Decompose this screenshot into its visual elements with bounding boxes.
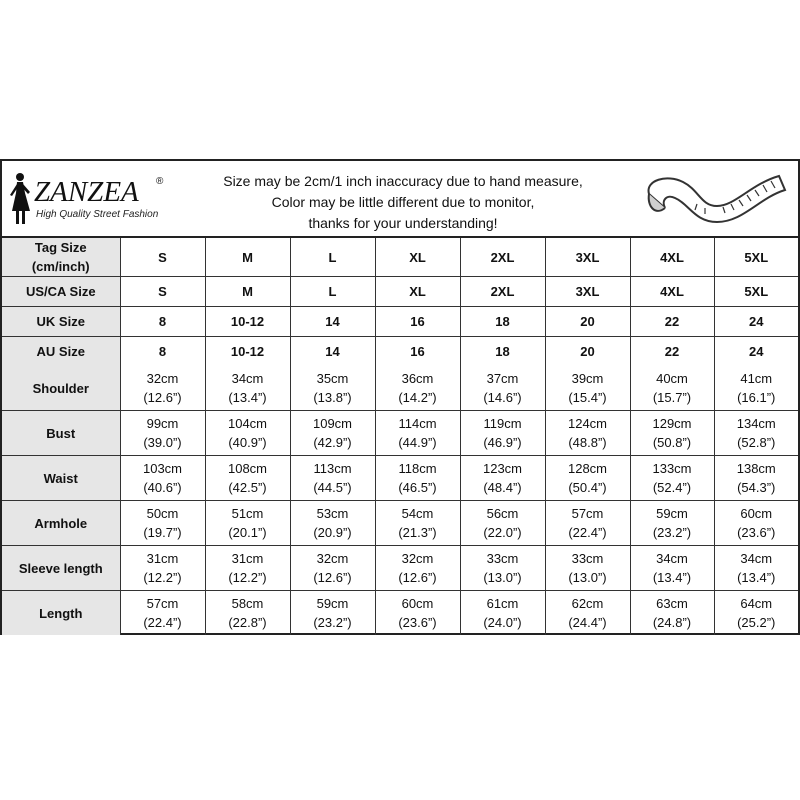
- inch-value: (12.6”): [313, 570, 352, 585]
- size-header-xl: XL: [375, 238, 460, 277]
- cm-value: 57cm: [571, 506, 604, 521]
- table-row-uk-size: [2, 307, 798, 337]
- inch-value: (20.9”): [313, 525, 352, 540]
- inch-value: (13.0”): [568, 570, 607, 585]
- table-cell: 10-12: [205, 307, 290, 337]
- inch-value: (52.4”): [652, 480, 692, 495]
- table-cell: [460, 456, 545, 501]
- table-cell: [545, 366, 630, 411]
- cm-value: 56cm: [486, 506, 519, 521]
- row-label-us-ca-size: US/CA Size: [2, 277, 120, 307]
- inch-value: (39.0”): [143, 435, 182, 450]
- notice-line-3: thanks for your understanding!: [308, 215, 498, 231]
- cm-value: 61cm: [486, 596, 519, 611]
- cm-value: 31cm: [146, 551, 179, 566]
- table-cell: 20: [545, 307, 630, 337]
- table-cell: [205, 456, 290, 501]
- table-cell: [290, 501, 375, 546]
- table-cell: [545, 501, 630, 546]
- brand-tagline: High Quality Street Fashion: [36, 209, 159, 220]
- cm-value: 34cm: [231, 371, 264, 386]
- size-header-s: S: [120, 238, 205, 277]
- table-cell: [545, 591, 630, 636]
- table-row-au-size: [2, 337, 798, 367]
- table-row-measurement: [2, 456, 798, 501]
- woman-silhouette-icon: [8, 171, 34, 227]
- inch-value: (12.6”): [398, 570, 437, 585]
- table-cell: [630, 546, 714, 591]
- inch-value: (50.8”): [652, 435, 692, 450]
- inch-value: (23.2”): [313, 615, 352, 630]
- inch-value: (20.1”): [228, 525, 267, 540]
- table-cell: [290, 591, 375, 636]
- table-row-tag-size: [2, 238, 798, 277]
- inch-value: (23.6”): [737, 525, 776, 540]
- table-cell: [205, 411, 290, 456]
- table-cell: [714, 366, 798, 411]
- cm-value: 133cm: [652, 461, 692, 476]
- inch-value: (22.4”): [143, 615, 182, 630]
- table-cell: 14: [290, 337, 375, 367]
- table-cell: [375, 591, 460, 636]
- table-cell: 2XL: [460, 277, 545, 307]
- inch-value: (13.8”): [313, 390, 352, 405]
- size-header-4xl: 4XL: [630, 238, 714, 277]
- measurement-rows: [2, 366, 798, 635]
- table-cell: 8: [120, 337, 205, 367]
- registered-mark: ®: [156, 176, 164, 187]
- table-cell: 20: [545, 337, 630, 367]
- inch-value: (40.9”): [228, 435, 267, 450]
- cm-value: 62cm: [571, 596, 604, 611]
- cm-value: 35cm: [316, 371, 349, 386]
- inch-value: (13.4”): [228, 390, 267, 405]
- table-cell: 8: [120, 307, 205, 337]
- table-row-measurement: [2, 366, 798, 411]
- table-cell: [545, 411, 630, 456]
- cm-value: 59cm: [656, 506, 688, 521]
- cm-value: 118cm: [398, 461, 437, 476]
- cm-value: 113cm: [313, 461, 352, 476]
- inch-value: (19.7”): [143, 525, 182, 540]
- cm-value: 54cm: [401, 506, 434, 521]
- cm-value: 31cm: [231, 551, 264, 566]
- tag-size-unit-label: (cm/inch): [31, 259, 90, 274]
- cm-value: 58cm: [231, 596, 264, 611]
- size-header-5xl: 5XL: [714, 238, 798, 277]
- cm-value: 51cm: [231, 506, 264, 521]
- table-cell: 18: [460, 337, 545, 367]
- table-cell: 10-12: [205, 337, 290, 367]
- cm-value: 33cm: [571, 551, 604, 566]
- inch-value: (25.2”): [737, 615, 776, 630]
- table-cell: [375, 456, 460, 501]
- table-cell: [545, 546, 630, 591]
- table-cell: [630, 591, 714, 636]
- cm-value: 64cm: [740, 596, 773, 611]
- cm-value: 104cm: [227, 416, 268, 431]
- table-cell: [290, 456, 375, 501]
- table-cell: [630, 366, 714, 411]
- inch-value: (40.6”): [143, 480, 182, 495]
- table-cell: 14: [290, 307, 375, 337]
- table-row-measurement: [2, 501, 798, 546]
- cm-value: 108cm: [227, 461, 268, 476]
- cm-value: 40cm: [656, 371, 688, 386]
- table-cell: [120, 411, 205, 456]
- cm-value: 50cm: [146, 506, 179, 521]
- inch-value: (14.6”): [483, 390, 522, 405]
- table-cell: [714, 501, 798, 546]
- cm-value: 34cm: [740, 551, 773, 566]
- row-label-tag-size: [2, 238, 120, 277]
- cm-value: 119cm: [483, 416, 522, 431]
- size-header-2xl: 2XL: [460, 238, 545, 277]
- inch-value: (22.0”): [483, 525, 522, 540]
- table-cell: 3XL: [545, 277, 630, 307]
- table-cell: M: [205, 277, 290, 307]
- inch-value: (12.2”): [143, 570, 182, 585]
- table-cell: L: [290, 277, 375, 307]
- table-cell: [714, 591, 798, 636]
- row-label-measurement: Bust: [2, 411, 120, 456]
- table-cell: [290, 411, 375, 456]
- table-cell: XL: [375, 277, 460, 307]
- table-cell: [205, 366, 290, 411]
- size-header-l: L: [290, 238, 375, 277]
- inch-value: (15.4”): [568, 390, 607, 405]
- table-cell: [120, 501, 205, 546]
- table-cell: [205, 501, 290, 546]
- notice-line-2: Color may be little different due to monitor,: [271, 194, 535, 210]
- table-cell: 5XL: [714, 277, 798, 307]
- measurement-notice: [188, 171, 618, 234]
- row-label-au-size: AU Size: [2, 337, 120, 367]
- cm-value: 32cm: [316, 551, 349, 566]
- table-cell: [630, 501, 714, 546]
- inch-value: (42.5”): [228, 480, 267, 495]
- table-cell: 16: [375, 307, 460, 337]
- inch-value: (46.9”): [483, 435, 522, 450]
- table-row-measurement: [2, 411, 798, 456]
- size-header-3xl: 3XL: [545, 238, 630, 277]
- inch-value: (13.4”): [737, 570, 776, 585]
- table-cell: 22: [630, 307, 714, 337]
- table-cell: [460, 411, 545, 456]
- inch-value: (50.4”): [568, 480, 607, 495]
- table-cell: 22: [630, 337, 714, 367]
- table-cell: 16: [375, 337, 460, 367]
- table-cell: [120, 546, 205, 591]
- table-row-measurement: [2, 591, 798, 636]
- cm-value: 33cm: [486, 551, 519, 566]
- cm-value: 114cm: [398, 416, 437, 431]
- cm-value: 60cm: [740, 506, 773, 521]
- inch-value: (48.8”): [568, 435, 607, 450]
- cm-value: 60cm: [401, 596, 434, 611]
- table-cell: [545, 456, 630, 501]
- cm-value: 41cm: [740, 371, 773, 386]
- table-cell: [460, 501, 545, 546]
- cm-value: 59cm: [316, 596, 349, 611]
- table-cell: [290, 366, 375, 411]
- inch-value: (52.8”): [737, 435, 776, 450]
- table-cell: [714, 411, 798, 456]
- inch-value: (24.4”): [568, 615, 607, 630]
- table-cell: [460, 591, 545, 636]
- row-label-measurement: Armhole: [2, 501, 120, 546]
- table-cell: [714, 456, 798, 501]
- row-label-measurement: Sleeve length: [2, 546, 120, 591]
- cm-value: 32cm: [146, 371, 179, 386]
- table-cell: [460, 546, 545, 591]
- inch-value: (23.6”): [398, 615, 437, 630]
- row-label-measurement: Length: [2, 591, 120, 636]
- cm-value: 109cm: [312, 416, 353, 431]
- inch-value: (46.5”): [398, 480, 437, 495]
- inch-value: (14.2”): [398, 390, 437, 405]
- inch-value: (13.4”): [652, 570, 692, 585]
- table-row-us-ca-size: [2, 277, 798, 307]
- table-cell: [375, 546, 460, 591]
- table-cell: [630, 456, 714, 501]
- table-cell: [460, 366, 545, 411]
- inch-value: (24.0”): [483, 615, 522, 630]
- size-chart: [0, 159, 800, 635]
- cm-value: 36cm: [401, 371, 434, 386]
- inch-value: (22.8”): [228, 615, 267, 630]
- table-cell: [375, 366, 460, 411]
- table-cell: [120, 456, 205, 501]
- row-label-measurement: Waist: [2, 456, 120, 501]
- inch-value: (24.8”): [652, 615, 692, 630]
- inch-value: (54.3”): [737, 480, 776, 495]
- inch-value: (15.7”): [652, 390, 692, 405]
- brand-name: ZANZEA: [34, 176, 139, 208]
- inch-value: (16.1”): [737, 390, 776, 405]
- table-cell: [290, 546, 375, 591]
- table-cell: 24: [714, 337, 798, 367]
- size-table: [2, 238, 798, 635]
- measuring-tape-icon: [639, 166, 789, 232]
- cm-value: 34cm: [656, 551, 688, 566]
- cm-value: 129cm: [652, 416, 692, 431]
- table-cell: [120, 591, 205, 636]
- cm-value: 124cm: [567, 416, 608, 431]
- table-cell: [630, 411, 714, 456]
- cm-value: 53cm: [316, 506, 349, 521]
- table-cell: 24: [714, 307, 798, 337]
- cm-value: 128cm: [567, 461, 608, 476]
- inch-value: (44.9”): [398, 435, 437, 450]
- inch-value: (42.9”): [313, 435, 352, 450]
- inch-value: (13.0”): [483, 570, 522, 585]
- inch-value: (12.6”): [143, 390, 182, 405]
- table-cell: [205, 591, 290, 636]
- notice-line-1: Size may be 2cm/1 inch inaccuracy due to hand measure,: [223, 173, 583, 189]
- inch-value: (44.5”): [313, 480, 352, 495]
- cm-value: 57cm: [146, 596, 179, 611]
- table-cell: [205, 546, 290, 591]
- cm-value: 134cm: [736, 416, 776, 431]
- cm-value: 39cm: [571, 371, 604, 386]
- cm-value: 32cm: [401, 551, 434, 566]
- row-label-measurement: Shoulder: [2, 366, 120, 411]
- cm-value: 99cm: [146, 416, 179, 431]
- inch-value: (21.3”): [398, 525, 437, 540]
- inch-value: (23.2”): [652, 525, 692, 540]
- table-cell: 18: [460, 307, 545, 337]
- table-cell: 4XL: [630, 277, 714, 307]
- inch-value: (22.4”): [568, 525, 607, 540]
- brand-logo: [8, 171, 178, 231]
- table-cell: [120, 366, 205, 411]
- inch-value: (48.4”): [483, 480, 522, 495]
- table-cell: [375, 411, 460, 456]
- row-label-uk-size: UK Size: [2, 307, 120, 337]
- cm-value: 103cm: [142, 461, 183, 476]
- cm-value: 138cm: [736, 461, 776, 476]
- inch-value: (12.2”): [228, 570, 267, 585]
- cm-value: 123cm: [482, 461, 523, 476]
- chart-header: [2, 161, 798, 238]
- size-header-m: M: [205, 238, 290, 277]
- table-cell: [714, 546, 798, 591]
- table-cell: S: [120, 277, 205, 307]
- tag-size-label: Tag Size: [34, 240, 87, 255]
- table-cell: [375, 501, 460, 546]
- cm-value: 37cm: [486, 371, 519, 386]
- table-row-measurement: [2, 546, 798, 591]
- cm-value: 63cm: [656, 596, 688, 611]
